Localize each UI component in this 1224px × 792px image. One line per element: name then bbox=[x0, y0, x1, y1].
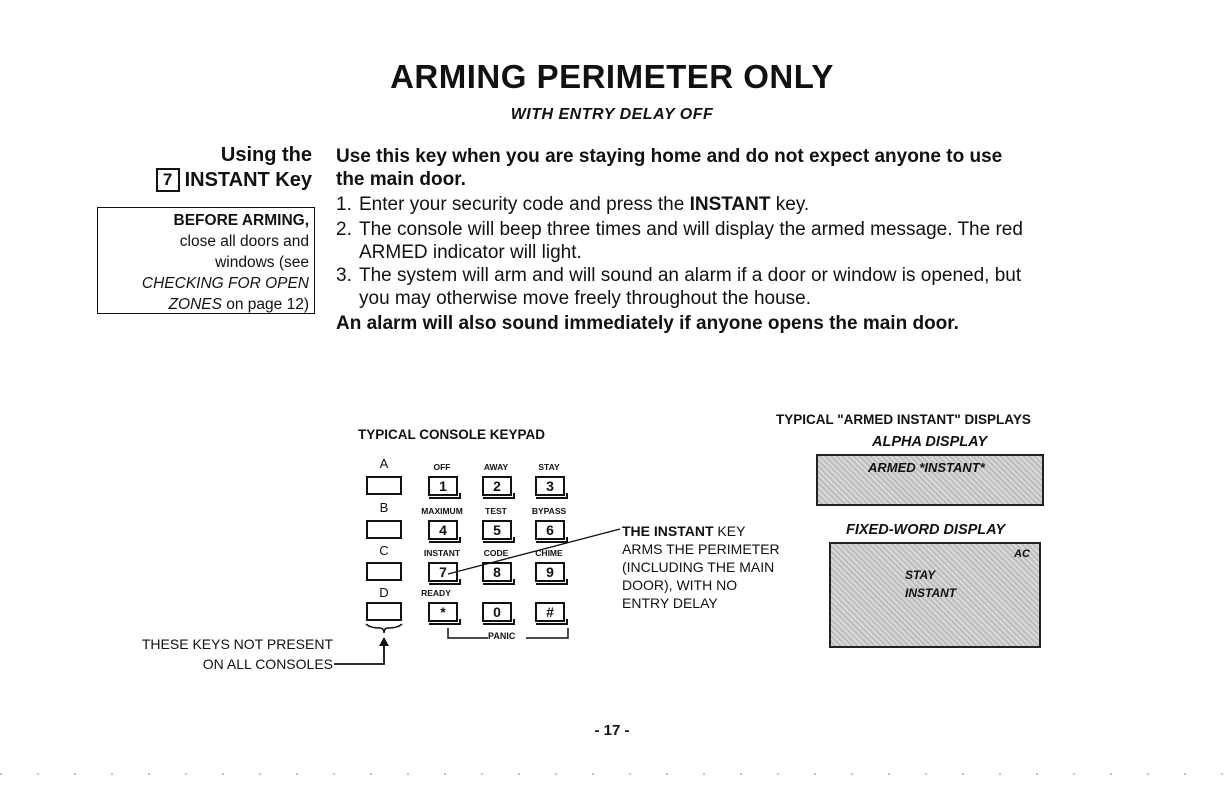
step-3-number: 3. bbox=[336, 265, 352, 286]
alpha-display bbox=[816, 454, 1044, 506]
label-away: AWAY bbox=[483, 462, 509, 472]
fixed-instant: INSTANT bbox=[905, 586, 957, 600]
not-present-line1: THESE KEYS NOT PRESENT bbox=[141, 636, 333, 652]
side-heading-line1: Using the bbox=[220, 144, 312, 166]
key-8: 8 bbox=[482, 562, 512, 582]
not-present-line2: ON ALL CONSOLES bbox=[202, 656, 333, 672]
panic-label: PANIC bbox=[488, 631, 516, 641]
alpha-display-label: ALPHA DISPLAY bbox=[872, 434, 988, 450]
fixed-word-display bbox=[829, 542, 1041, 648]
step-2-number: 2. bbox=[336, 219, 352, 240]
key-0: 0 bbox=[482, 602, 512, 622]
step-3-line1: The system will arm and will sound an alarm if a door or window is opened, but bbox=[359, 265, 1022, 286]
warning-text: An alarm will also sound immediately if anyone opens the main door. bbox=[336, 313, 959, 334]
callout-line2: ARMS THE PERIMETER bbox=[622, 541, 780, 557]
step-1-bold: INSTANT bbox=[689, 194, 771, 215]
key-2: 2 bbox=[482, 476, 512, 496]
label-chime: CHIME bbox=[535, 548, 563, 558]
key-6: 6 bbox=[535, 520, 565, 540]
key-hash: # bbox=[535, 602, 565, 622]
callout-bold: THE INSTANT bbox=[622, 523, 714, 539]
key-4: 4 bbox=[428, 520, 458, 540]
callout-line5: ENTRY DELAY bbox=[622, 595, 718, 611]
letter-c: C bbox=[379, 543, 389, 558]
note-line2: windows (see bbox=[215, 254, 309, 271]
fixed-stay: STAY bbox=[905, 568, 936, 582]
page-title: ARMING PERIMETER ONLY bbox=[390, 58, 834, 95]
key-9: 9 bbox=[535, 562, 565, 582]
keypad-label: TYPICAL CONSOLE KEYPAD bbox=[358, 427, 546, 442]
step-1-number: 1. bbox=[336, 194, 352, 215]
label-bypass: BYPASS bbox=[531, 506, 567, 516]
label-instant: INSTANT bbox=[423, 548, 461, 558]
label-maximum: MAXIMUM bbox=[421, 506, 463, 516]
key-1: 1 bbox=[428, 476, 458, 496]
letter-d: D bbox=[379, 585, 389, 600]
note-italic2: ZONES bbox=[168, 296, 222, 313]
note-bold: BEFORE ARMING, bbox=[173, 212, 309, 229]
step-3-line2: you may otherwise move freely throughout the house. bbox=[359, 288, 812, 309]
side-heading-instant: INSTANT Key bbox=[184, 169, 312, 191]
step-1-pre: Enter your security code and press the bbox=[359, 194, 690, 215]
note-italic1: CHECKING FOR OPEN bbox=[141, 275, 309, 292]
page-subtitle: WITH ENTRY DELAY OFF bbox=[510, 106, 714, 123]
key-3: 3 bbox=[535, 476, 565, 496]
step-2-line1: The console will beep three times and will display the armed message. The red bbox=[359, 219, 1023, 240]
label-test: TEST bbox=[485, 506, 507, 516]
callout-line3: (INCLUDING THE MAIN bbox=[622, 559, 775, 575]
key-5: 5 bbox=[482, 520, 512, 540]
label-off: OFF bbox=[433, 462, 451, 472]
key-star: * bbox=[428, 602, 458, 622]
fixed-ac: AC bbox=[1014, 548, 1030, 560]
step-2-line2: ARMED indicator will light. bbox=[359, 242, 582, 263]
label-stay: STAY bbox=[538, 462, 560, 472]
note-line1: close all doors and bbox=[179, 233, 309, 250]
key-7: 7 bbox=[428, 562, 458, 582]
key-7-box: 7 bbox=[156, 168, 180, 192]
displays-label: TYPICAL "ARMED INSTANT" DISPLAYS bbox=[776, 412, 1031, 427]
scan-noise bbox=[0, 773, 1224, 775]
page-number: - 17 - bbox=[594, 722, 630, 739]
alpha-display-text: ARMED *INSTANT* bbox=[868, 460, 985, 475]
letter-b: B bbox=[379, 500, 389, 515]
callout-line1-rest: KEY bbox=[713, 523, 746, 539]
intro-line1: Use this key when you are staying home and do not expect anyone to use bbox=[336, 146, 1003, 167]
label-code: CODE bbox=[483, 548, 509, 558]
intro-line2: the main door. bbox=[336, 169, 466, 190]
callout-line4: DOOR), WITH NO bbox=[622, 577, 738, 593]
label-ready: READY bbox=[421, 588, 451, 598]
instant-callout bbox=[622, 522, 780, 612]
letter-a: A bbox=[379, 456, 389, 471]
step-1-post: key. bbox=[770, 194, 810, 215]
fixed-display-label: FIXED-WORD DISPLAY bbox=[846, 522, 1006, 538]
note-tail: on page 12) bbox=[221, 296, 309, 313]
